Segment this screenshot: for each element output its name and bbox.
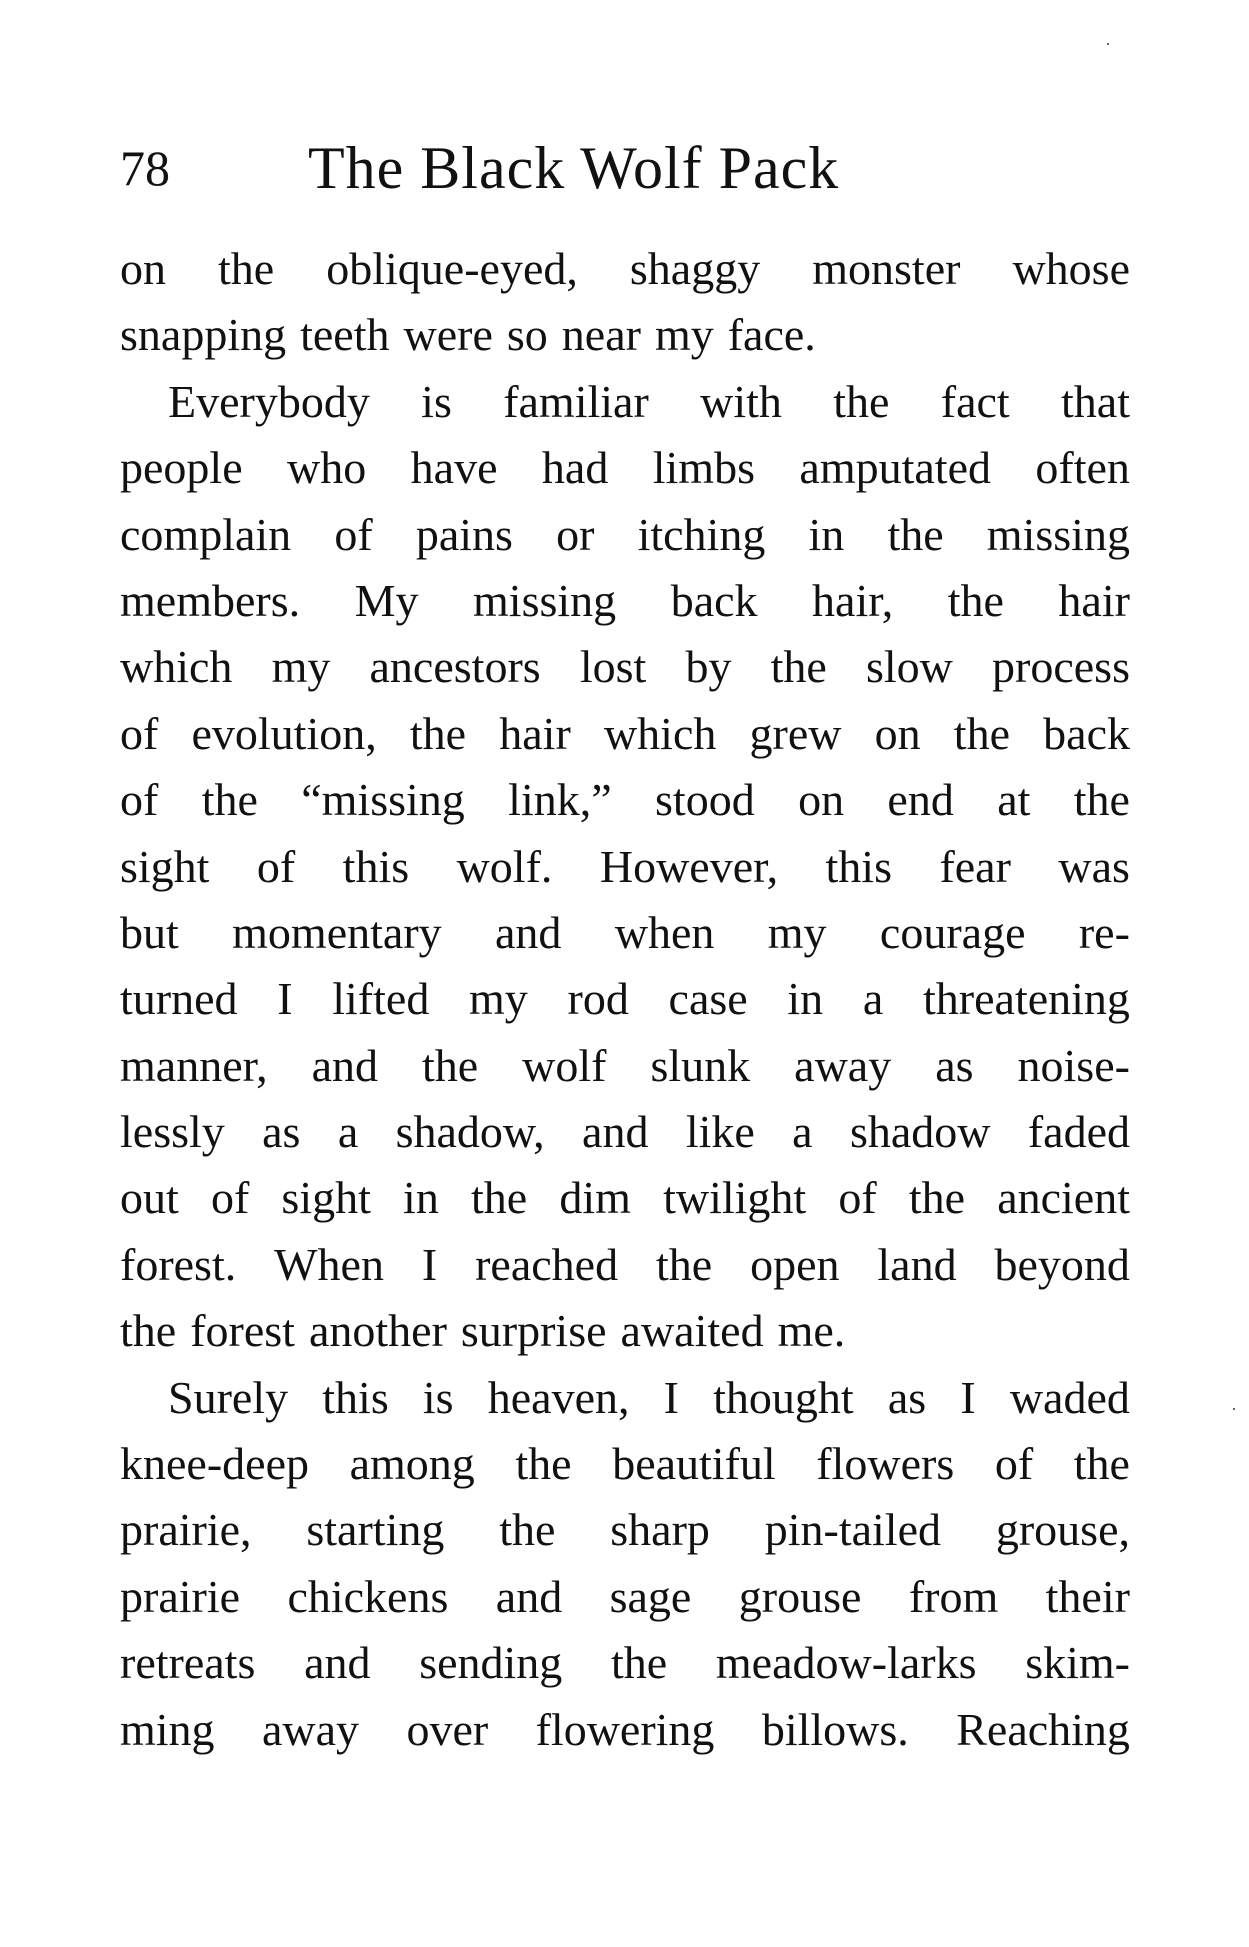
text-line: manner, and the wolf slunk away as noise-	[120, 1039, 1130, 1091]
text-line: ming away over flowering billows. Reaching	[120, 1703, 1130, 1755]
text-line: of the “missing link,” stood on end at the	[120, 774, 1130, 826]
body-text	[120, 236, 1130, 1763]
text-line: Everybody is familiar with the fact that	[168, 375, 1130, 427]
text-line: prairie chickens and sage grouse from their	[120, 1570, 1130, 1622]
text-line: which my ancestors lost by the slow process	[120, 641, 1130, 693]
page-header	[120, 128, 1120, 218]
text-line: the forest another surprise awaited me.	[120, 1305, 846, 1357]
text-line: but momentary and when my courage re-	[120, 906, 1130, 958]
text-line: prairie, starting the sharp pin-tailed grouse,	[120, 1504, 1130, 1556]
text-line: of evolution, the hair which grew on the back	[120, 707, 1130, 759]
page-number: 78	[120, 140, 170, 196]
scan-speck	[1233, 1408, 1235, 1410]
text-line: forest. When I reached the open land beyond	[120, 1238, 1130, 1290]
text-line: people who have had limbs amputated often	[120, 442, 1130, 494]
text-line: turned I lifted my rod case in a threatening	[120, 973, 1130, 1025]
text-line: members. My missing back hair, the hair	[120, 574, 1130, 626]
text-line: out of sight in the dim twilight of the ancient	[120, 1172, 1130, 1224]
text-line: sight of this wolf. However, this fear was	[120, 840, 1130, 892]
text-line: on the oblique-eyed, shaggy monster whose	[120, 243, 1130, 294]
text-line: complain of pains or itching in the missing	[120, 508, 1130, 560]
text-line: retreats and sending the meadow-larks skim-	[120, 1637, 1130, 1689]
text-line: knee-deep among the beautiful flowers of the	[120, 1438, 1130, 1490]
scan-speck	[1107, 43, 1109, 45]
running-title: The Black Wolf Pack	[308, 135, 840, 201]
text-line: lessly as a shadow, and like a shadow faded	[120, 1106, 1130, 1158]
text-line: Surely this is heaven, I thought as I waded	[168, 1371, 1130, 1423]
text-line: snapping teeth were so near my face.	[120, 309, 816, 361]
